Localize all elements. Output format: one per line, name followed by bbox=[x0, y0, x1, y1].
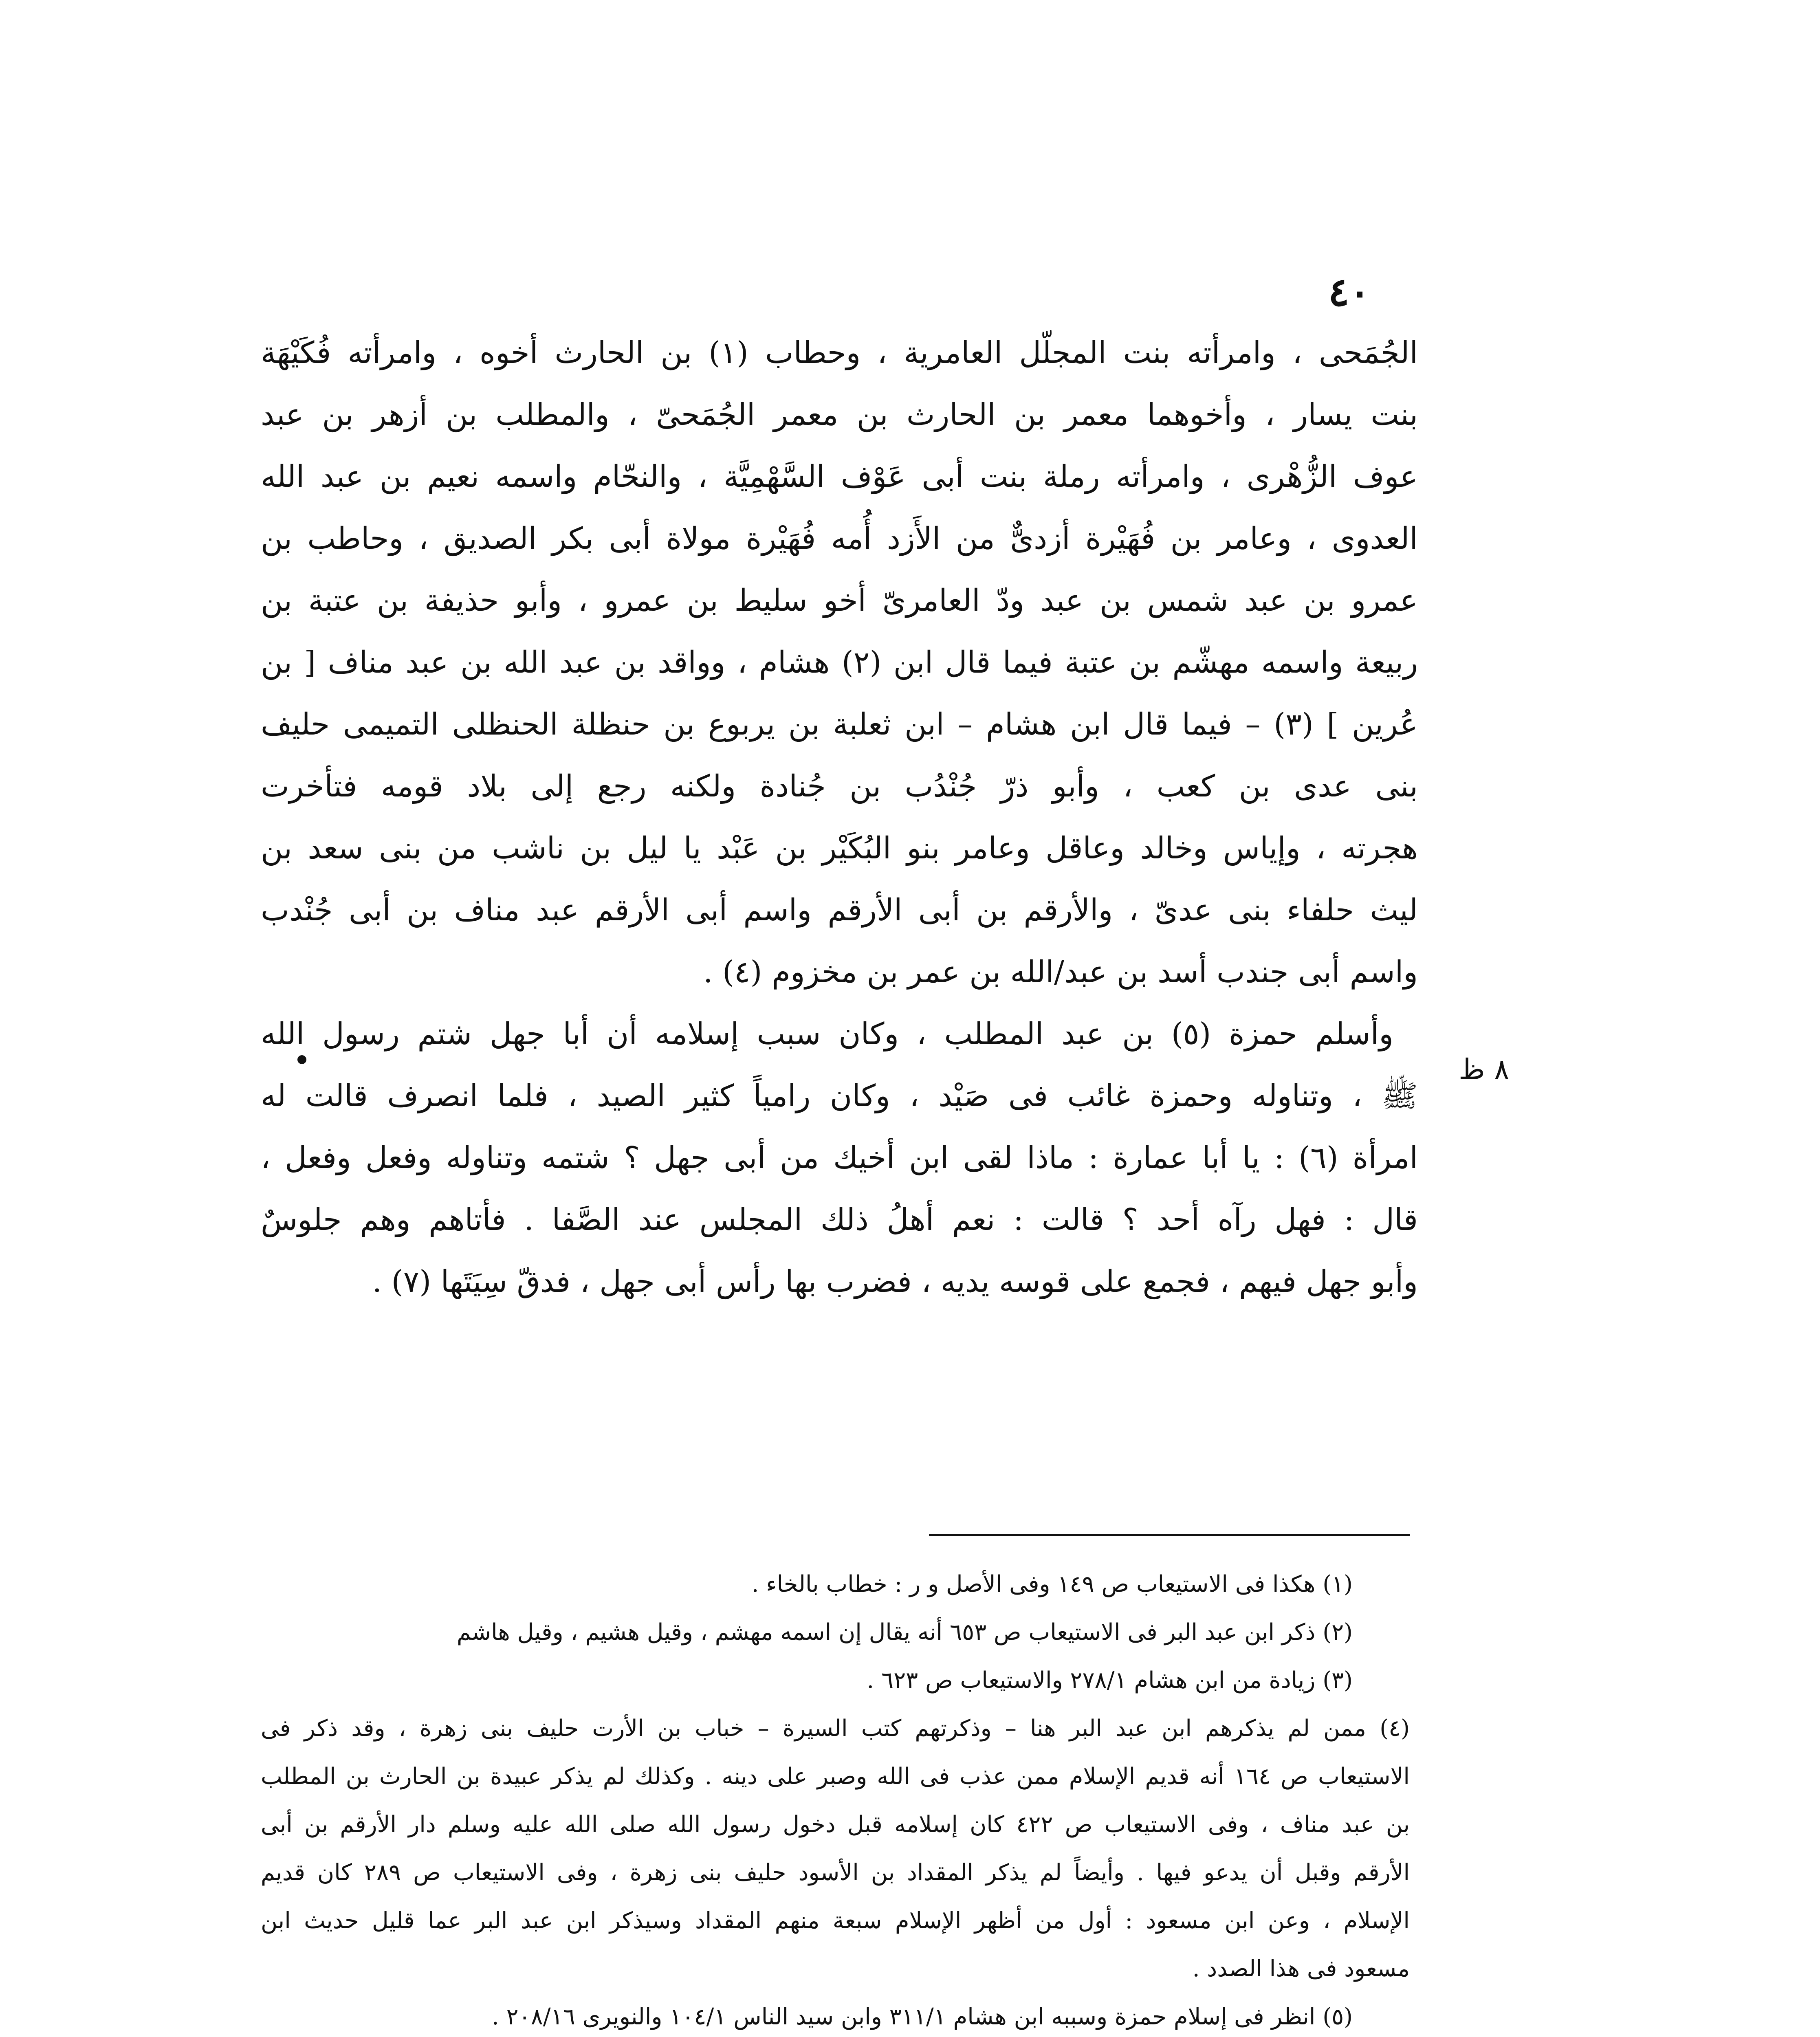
text-line: واسم أبى جندب أسد بن عبد/الله بن عمر بن مخزوم (٤) . bbox=[703, 955, 1418, 990]
text-line: هجرته ، وإياس وخالد وعاقل وعامر بنو البُكَيْر بن عَبْد يا ليل بن ناشب من بنى سعد بن bbox=[261, 831, 1418, 866]
text-line: امرأة (٦) : يا أبا عمارة : ماذا لقى ابن أخيك من أبى جهل ؟ شتمه وتناوله وفعل وفعل ، bbox=[261, 1140, 1418, 1175]
text-line: عُرين ] (٣) – فيما قال ابن هشام – ابن ثعلبة بن يربوع بن حنظلة الحنظلى التميمى حليف bbox=[261, 707, 1418, 742]
text-line: بنى عدى بن كعب ، وأبو ذرّ جُنْدُب بن جُنادة ولكنه رجع إلى بلاد قومه فتأخرت bbox=[261, 769, 1418, 804]
footnote-divider bbox=[929, 1534, 1410, 1536]
text-line: العدوى ، وعامر بن فُهَيْرة أزدىٌّ من الأَزد أُمه فُهَيْرة مولاة أبى بكر الصديق ، وحاطب بن bbox=[261, 521, 1418, 556]
footnote-line: بن عبد مناف ، وفى الاستيعاب ص ٤٢٢ كان إسلامه قبل دخول رسول الله صلى الله عليه وسلم دار الأرقم بن أبى bbox=[261, 1811, 1410, 1838]
text-line: وأبو جهل فيهم ، فجمع على قوسه يديه ، فضرب بها رأس أبى جهل ، فدقّ سِيَتَها (٧) . bbox=[372, 1264, 1418, 1299]
text-line: ﷺ ، وتناوله وحمزة غائب فى صَيْد ، وكان رامياً كثير الصيد ، فلما انصرف قالت له bbox=[261, 1078, 1418, 1113]
page-number: ٤٠ bbox=[1328, 269, 1371, 315]
footnote-line: (٥) انظر فى إسلام حمزة وسببه ابن هشام ٣١١/١ وابن سيد الناس ١٠٤/١ والنويرى ٢٠٨/١٦ . bbox=[491, 2004, 1353, 2030]
footnote-line: (٢) ذكر ابن عبد البر فى الاستيعاب ص ٦٥٣ أنه يقال إن اسمه مهشم ، وقيل هشيم ، وقيل هاشم bbox=[456, 1619, 1353, 1645]
text-line: وأسلم حمزة (٥) بن عبد المطلب ، وكان سبب إسلامه أن أبا جهل شتم رسول الله bbox=[261, 1016, 1393, 1051]
footnote-line: مسعود فى هذا الصدد . bbox=[1192, 1956, 1410, 1982]
main-text bbox=[261, 322, 1418, 1313]
footnotes bbox=[261, 1560, 1410, 2037]
footnote-line: (٣) زيادة من ابن هشام ٢٧٨/١ والاستيعاب ص ٦٢٣ . bbox=[867, 1667, 1353, 1694]
folio-margin-note: ٨ ظ bbox=[1459, 1053, 1510, 1086]
text-line: ليث حلفاء بنى عدىّ ، والأرقم بن أبى الأرقم واسم أبى الأرقم عبد مناف بن أبى جُنْدب bbox=[261, 893, 1418, 928]
text-line: عوف الزُّهْرى ، وامرأته رملة بنت أبى عَوْف السَّهْمِيَّة ، والنحّام واسمه نعيم بن عبد الله bbox=[261, 459, 1418, 494]
text-line: ربيعة واسمه مهشّم بن عتبة فيما قال ابن (٢) هشام ، وواقد بن عبد الله بن عبد مناف [ بن bbox=[261, 645, 1418, 680]
text-line: بنت يسار ، وأخوهما معمر بن الحارث بن معمر الجُمَحىّ ، والمطلب بن أزهر بن عبد bbox=[261, 397, 1418, 432]
text-line: الجُمَحى ، وامرأته بنت المجلّل العامرية ، وحطاب (١) بن الحارث أخوه ، وامرأته فُكَيْهَة bbox=[261, 335, 1418, 370]
footnote-line: الاستيعاب ص ١٦٤ أنه قديم الإسلام ممن عذب فى الله وصبر على دينه . وكذلك لم يذكر عبيدة بن الحارث بن المطلب bbox=[261, 1763, 1410, 1790]
text-line: عمرو بن عبد شمس بن عبد ودّ العامرىّ أخو سليط بن عمرو ، وأبو حذيفة بن عتبة بن bbox=[261, 583, 1418, 618]
text-line: قال : فهل رآه أحد ؟ قالت : نعم أهلُ ذلك المجلس عند الصَّفا . فأتاهم وهم جلوسٌ bbox=[261, 1202, 1418, 1237]
footnote-line: (٤) ممن لم يذكرهم ابن عبد البر هنا – وذكرتهم كتب السيرة – خباب بن الأرت حليف بنى زهرة ، وقد ذكر فى bbox=[261, 1715, 1410, 1742]
footnote-line: (١) هكذا فى الاستيعاب ص ١٤٩ وفى الأصل و ر : خطاب بالخاء . bbox=[751, 1571, 1353, 1597]
margin-dot bbox=[297, 1055, 306, 1064]
footnote-line: الإسلام ، وعن ابن مسعود : أول من أظهر الإسلام سبعة منهم المقداد وسيذكر ابن عبد البر عما قليل حديث ابن bbox=[261, 1907, 1410, 1934]
footnote-line: الأرقم وقبل أن يدعو فيها . وأيضاً لم يذكر المقداد بن الأسود حليف بنى زهرة ، وفى الاستيعاب ص ٢٨٩ كان قديم bbox=[261, 1859, 1410, 1886]
